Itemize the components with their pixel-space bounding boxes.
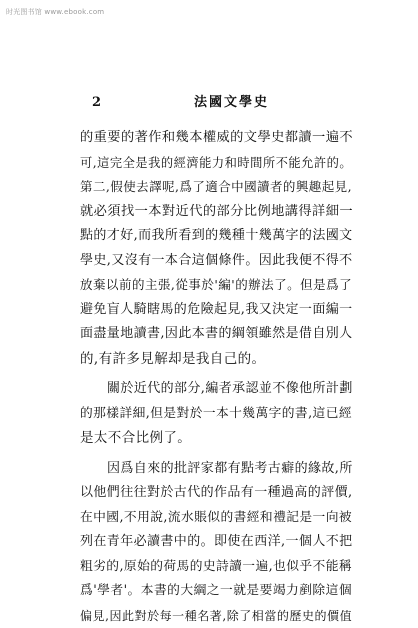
text-line: 點的才好,而我所看到的幾種十幾萬字的法國文 [80, 224, 352, 249]
text-line: 面盡量地讀書,因此本書的綱領雖然是借自別人 [80, 322, 352, 347]
text-line: 的,有許多見解却是我自己的。 [80, 347, 352, 372]
text-line: 是太不合比例了。 [80, 426, 352, 451]
page-number: 2 [92, 95, 101, 111]
text-line: 學史,又沒有一本合這個條件。因此我便不得不 [80, 249, 352, 274]
paragraph-1 [80, 126, 352, 371]
paragraph-3 [80, 457, 352, 628]
running-title: 法國文學史 [194, 95, 269, 111]
text-line: 第二,假使去譯呢,爲了適合中國讀者的興趣起見, [80, 175, 352, 200]
paragraph-2 [80, 377, 352, 451]
text-line: 的重要的著作和幾本權威的文學史都讀一遍不 [80, 126, 352, 151]
text-line: 偏見,因此對於每一種名著,除了相當的歷史的價值 [80, 604, 352, 628]
text-line: 因爲自來的批評家都有點考古癖的緣故,所 [80, 457, 352, 482]
text-line: 爲'學者'。本書的大綱之一就是要竭力剷除這個 [80, 579, 352, 604]
text-line: 避免盲人騎瞎馬的危險起見,我又決定一面編一 [80, 298, 352, 323]
text-line: 在中國,不用說,流水賬似的書經和禮記是一向被 [80, 506, 352, 531]
page-header [92, 95, 350, 111]
text-line: 的那樣詳細,但是對於一本十幾萬字的書,這已經 [80, 402, 352, 427]
watermark-text: 时光图书馆 www.ebook.com [6, 7, 104, 17]
text-line: 列在青年必讀書中的。即使在西洋,一個人不把 [80, 530, 352, 555]
text-line: 粗劣的,原始的荷馬的史詩讀一遍,也似乎不能稱 [80, 555, 352, 580]
text-line: 關於近代的部分,編者承認並不像他所計劃 [80, 377, 352, 402]
text-line: 可,這完全是我的經濟能力和時間所不能允許的。 [80, 151, 352, 176]
text-line: 就必須找一本對近代的部分比例地講得詳細一 [80, 200, 352, 225]
text-line: 以他們往往對於古代的作品有一種過高的評價, [80, 481, 352, 506]
body-text [80, 126, 352, 628]
text-line: 放棄以前的主張,從事於'編'的辦法了。但是爲了 [80, 273, 352, 298]
